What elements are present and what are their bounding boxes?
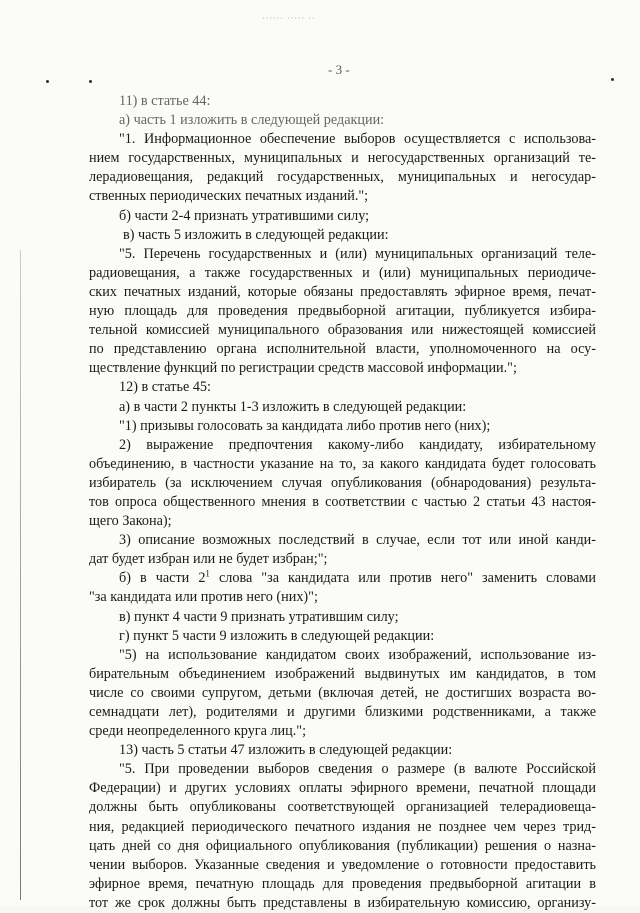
page-number: - 3 - <box>328 62 350 77</box>
scan-edge-shadow <box>20 250 21 900</box>
text-line: должны быть опубликованы соответствующей организацией телерадиовеща- <box>89 799 596 816</box>
text-line: "1) призывы голосовать за кандидата либо против него (них); <box>119 417 491 434</box>
text-line: в) часть 5 изложить в следующей редакции: <box>123 226 389 243</box>
text-line: тот же срок должны быть представлены в избирательную комиссию, организу- <box>89 894 596 911</box>
text-line: по представлению органа исполнительной власти, уполномоченного на осу- <box>89 341 596 358</box>
text-line <box>89 569 596 588</box>
text-line: "5) на использование кандидатом своих изображений, использование из- <box>119 646 596 663</box>
superscript: 1 <box>205 569 210 579</box>
text-line: ния, редакцией периодического печатного издания не позднее чем через трид- <box>89 818 596 835</box>
text-line: 13) часть 5 статьи 47 изложить в следующей редакции: <box>119 742 453 759</box>
text-line: ственных периодических печатных изданий."; <box>89 188 369 205</box>
text-line: объединению, в частности указание на то, за какого кандидата будет голосовать <box>89 455 596 472</box>
text-line: ществление функций по регистрации средств массовой информации."; <box>89 360 517 377</box>
scan-speck <box>46 80 49 83</box>
text-line: г) пункт 5 части 9 изложить в следующей редакции: <box>119 627 435 644</box>
scan-speck <box>611 78 614 81</box>
text-line: "5. Перечень государственных и (или) муниципальных организаций теле- <box>119 245 596 262</box>
text-line: избиратель (за исключением случая опубликования (обнародования) результа- <box>89 474 596 491</box>
scan-stamp: ······ ····· ·· <box>262 14 316 23</box>
text-line: б) части 2-4 признать утратившими силу; <box>119 207 370 224</box>
text-line: бирательным объединением изображений выдвинутых им кандидатов, в том <box>89 665 596 682</box>
text-line: числе со своими супругом, детьми (включая детей, не достигших возраста во- <box>89 684 596 701</box>
text-line: "за кандидата или против него (них)"; <box>89 589 318 606</box>
text-line: "5. При проведении выборов сведения о размере (в валюте Российской <box>119 761 596 778</box>
text-line: чении выборов. Указанные сведения и уведомление о готовности предоставить <box>89 856 596 873</box>
text-line: ских печатных изданий, которые обязаны предоставлять эфирное время, печат- <box>89 283 596 300</box>
text-line: цать дней со дня официального опубликования (публикации) решения о назна- <box>89 837 596 854</box>
text-line: дат будет избран или не будет избран;"; <box>89 551 328 568</box>
text-segment: б) в части 2 <box>119 570 206 587</box>
text-line: 12) в статье 45: <box>119 379 211 396</box>
text-line: нием государственных, муниципальных и негосударственных организаций те- <box>89 150 596 167</box>
text-line: в) пункт 4 части 9 признать утратившим силу; <box>119 608 399 625</box>
text-line: 2) выражение предпочтения какому-либо кандидату, избирательному <box>119 436 596 453</box>
document-body <box>89 92 596 913</box>
text-segment: слова "за кандидата или против него" заменить словами <box>209 570 596 587</box>
text-line: а) часть 1 изложить в следующей редакции: <box>119 112 385 129</box>
text-line: Федерации) и других условиях оплаты эфирного времени, печатной площади <box>89 780 596 797</box>
text-line: ную площадь для проведения предвыборной агитации, публикуется избира- <box>89 303 596 320</box>
text-line: семнадцати лет), родителями и другими близкими родственниками, а также <box>89 704 596 720</box>
scan-speck <box>89 80 92 83</box>
text-line: тов опроса общественного мнения в соответствии с частью 2 статьи 43 настоя- <box>89 493 596 510</box>
text-line: а) в части 2 пункты 1-3 изложить в следующей редакции: <box>119 398 467 415</box>
text-line: тельной комиссией муниципального образования или нижестоящей комиссией <box>89 322 596 339</box>
text-line: 3) описание возможных последствий в случае, если тот или иной канди- <box>119 532 596 549</box>
text-line: среди неопределенного круга лиц."; <box>89 723 307 740</box>
text-line: радиовещания, а также государственных и (или) муниципальных периодиче- <box>89 264 596 281</box>
text-line: 11) в статье 44: <box>119 93 211 109</box>
text-line: эфирное время, печатную площадь для проведения предвыборной агитации в <box>89 875 596 892</box>
text-line: лерадиовещания, редакций государственных, муниципальных и негосудар- <box>89 169 596 186</box>
text-line: "1. Информационное обеспечение выборов осуществляется с использова- <box>119 131 596 148</box>
text-line: щего Закона); <box>89 513 172 530</box>
